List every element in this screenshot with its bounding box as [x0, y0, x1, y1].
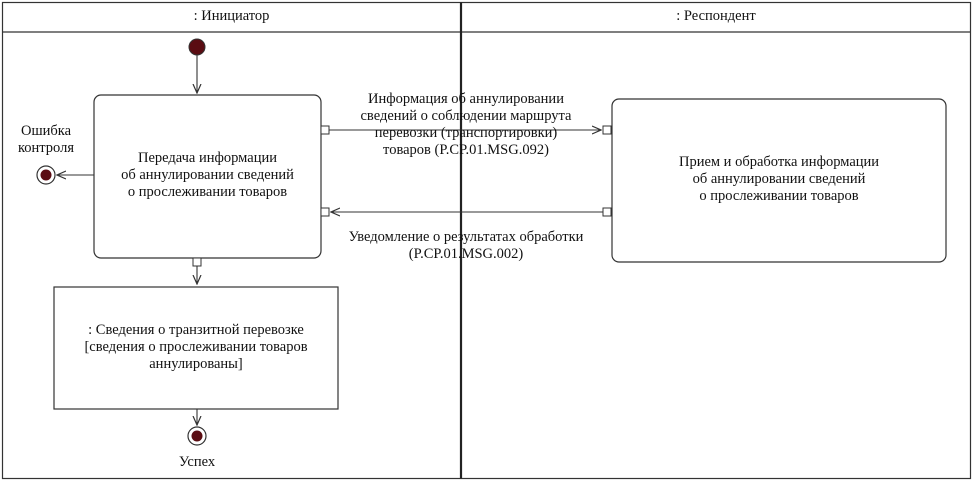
pin-response-in — [321, 208, 329, 216]
initial-node — [189, 39, 205, 55]
pin-response-out — [603, 208, 611, 216]
pin-request-in — [603, 126, 611, 134]
final-node-error-core — [41, 170, 52, 181]
final-node-success-core — [192, 431, 203, 442]
message-response-label: Уведомление о результатах обработки (P.CP.01.MSG.002) — [348, 229, 584, 262]
success-final-label: Успех — [178, 454, 216, 470]
message-request-label: Информация об аннулировании сведений о соблюдении маршрута перевозки (транспортировки) товаров (P.CP.01.MSG.092) — [360, 91, 572, 158]
pin-request-out — [321, 126, 329, 134]
error-final-label: Ошибка контроля — [17, 123, 75, 156]
action-receive-label: Прием и обработка информации об аннулировании сведений о прослеживании товаров — [678, 154, 880, 204]
object-node-label: : Сведения о транзитной перевозке [сведения о прослеживании товаров аннулированы] — [84, 322, 308, 372]
lane-title-initiator: : Инициатор — [193, 8, 270, 24]
pin-object-out — [193, 258, 201, 266]
lane-title-respondent: : Респондент — [676, 8, 756, 24]
action-transfer-label: Передача информации об аннулировании сведений о прослеживании товаров — [121, 150, 294, 200]
